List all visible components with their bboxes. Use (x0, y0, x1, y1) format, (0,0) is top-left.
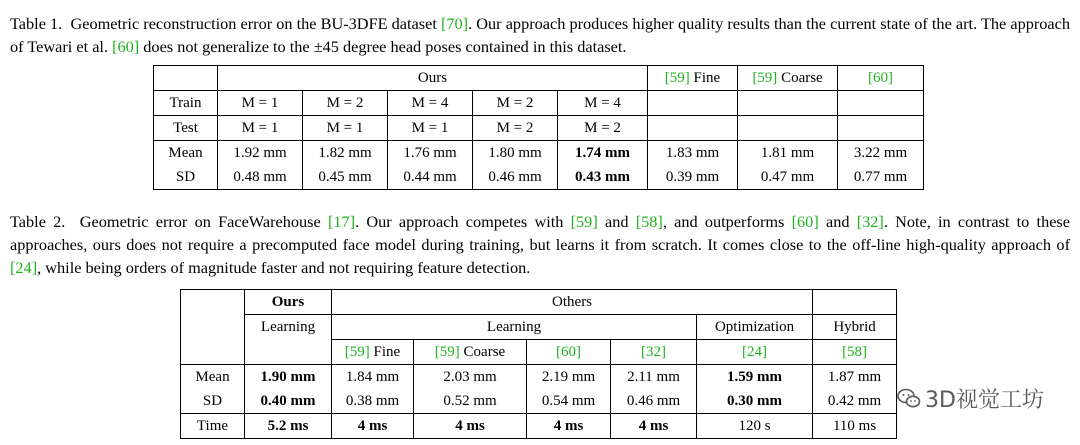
table1-ours-header: Ours (218, 66, 648, 91)
table2-others-header: Others (332, 290, 813, 315)
citation-link[interactable]: [32] (856, 212, 884, 231)
citation-link[interactable]: [59] (752, 70, 778, 86)
citation-link[interactable]: [60] (868, 70, 894, 86)
citation-link[interactable]: [58] (842, 344, 868, 360)
table1-60-header (838, 66, 924, 91)
row-label: Mean (181, 365, 245, 390)
table1-caption: Table 1. Geometric reconstruction error on the BU-3DFE dataset [70]. Our approach produces higher quality results than the current state of the art. The approach of Tewari et al. [60] does not generalize to the ±45 degree head poses contained in this dataset. (10, 14, 1071, 56)
citation-link[interactable]: [24] (742, 344, 768, 360)
citation-link[interactable]: [60] (556, 344, 581, 360)
table2: Ours Others Learning Learning Optimization Hybrid [59] Fine [59] Coarse [60] [32] [24] [58] Mean 1.90 mm 1.84 mm 2.03 mm 2.19 mm 2.11 mm 1.59 mm 1.87 mm SD 0.40 mm 0.38 mm 0.52 mm 0.54 mm 0.46 mm 0.30 mm 0.42 mm Time 5.2 ms 4 ms 4 ms 4 ms 4 ms 120 s 110 ms (180, 289, 897, 439)
table-row: Train M = 1 M = 2 M = 4 M = 2 M = 4 (154, 91, 924, 116)
table1-label: Table 1. (10, 14, 63, 33)
citation-link[interactable]: [59] (664, 70, 690, 86)
table2-caption: Table 2. Geometric error on FaceWarehouse [17]. Our approach competes with [59] and [58], and outperforms [60] and [32]. Note, in contrast to these approaches, ours does not require a precomputed face model during training, but learns it from scratch. It comes close to the off-line high-quality approach of [24], while being orders of magnitude faster and not requiring feature detection. (10, 212, 1070, 277)
citation-link[interactable]: [58] (635, 212, 663, 231)
citation-link[interactable]: [59] (434, 344, 460, 360)
row-label: Test (154, 116, 218, 141)
table2-label: Table 2. (10, 212, 66, 231)
table1-59fine-header: [59] Fine (648, 66, 738, 91)
table-row: SD 0.48 mm 0.45 mm 0.44 mm 0.46 mm 0.43 mm 0.39 mm 0.47 mm 0.77 mm (154, 165, 924, 190)
table2-optimization-header: Optimization (697, 315, 813, 340)
table2-learning-header: Learning (332, 315, 697, 340)
citation-link[interactable]: [32] (641, 344, 666, 360)
table-row: Test M = 1 M = 1 M = 1 M = 2 M = 2 (154, 116, 924, 141)
row-label: SD (154, 165, 218, 190)
row-label: Mean (154, 141, 218, 166)
wechat-icon (897, 388, 921, 410)
citation-link[interactable]: [17] (327, 212, 356, 231)
table2-hybrid-header: Hybrid (813, 315, 897, 340)
citation-link[interactable]: [70] (440, 14, 469, 33)
table1-59coarse-header: [59] Coarse (738, 66, 838, 91)
row-label: Train (154, 91, 218, 116)
row-label: SD (181, 389, 245, 414)
citation-link[interactable]: [60] (791, 212, 819, 231)
citation-link[interactable]: [59] (570, 212, 598, 231)
watermark-text: 3D视觉工坊 (925, 388, 1044, 413)
citation-link[interactable]: [59] (344, 344, 370, 360)
row-label: Time (181, 414, 245, 439)
table2-ours-header: Ours (245, 290, 332, 315)
table-row: SD 0.40 mm 0.38 mm 0.52 mm 0.54 mm 0.46 mm 0.30 mm 0.42 mm (181, 389, 897, 414)
table-row: Mean 1.90 mm 1.84 mm 2.03 mm 2.19 mm 2.11 mm 1.59 mm 1.87 mm (181, 365, 897, 390)
table-row: Time 5.2 ms 4 ms 4 ms 4 ms 4 ms 120 s 110 ms (181, 414, 897, 439)
table1 (153, 65, 924, 190)
citation-link[interactable]: [24] (10, 258, 38, 277)
citation-link[interactable]: [60] (112, 37, 140, 56)
table-row: Mean 1.92 mm 1.82 mm 1.76 mm 1.80 mm 1.74 mm 1.83 mm 1.81 mm 3.22 mm (154, 141, 924, 166)
watermark (897, 383, 1044, 414)
